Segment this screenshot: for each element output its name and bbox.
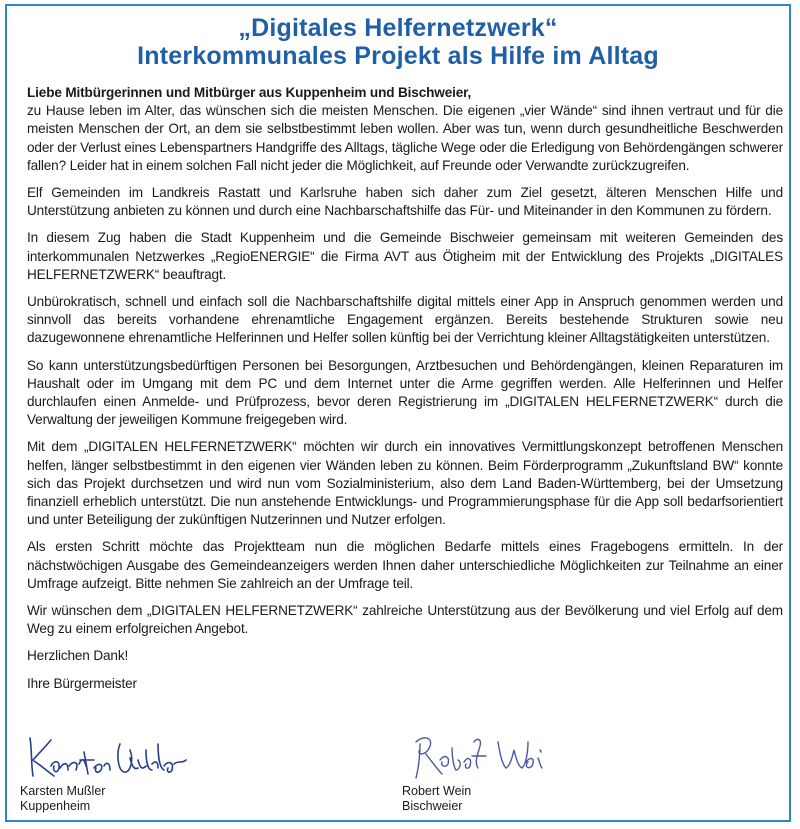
signoff: Ihre Bürgermeister — [27, 675, 137, 691]
closing: Herzlichen Dank! — [27, 648, 129, 664]
paragraph-1-text: zu Hause leben im Alter, das wünschen sich die meisten Menschen. Die eigenen „vier Wände“ sind ihnen vertraut und für die meisten Menschen der Ort, an dem sie selbstbestimmt leben wollen. Aber was tun, wenn durch gesundheitliche Beschwerden oder der Verlust eines Lebenspartners Handgriffe des Alltags, tägliche Wege oder die Erledigung von Behördengängen schwerer fallen? Leider hat in einem solchen Fall nicht jeder die Möglichkeit, auf Freunde oder Verwandte zurückzugreifen. — [27, 103, 783, 173]
signature-area — [20, 730, 776, 813]
paragraph-2: Elf Gemeinden im Landkreis Rastatt und Karlsruhe haben sich daher zum Ziel gesetzt, älteren Menschen Hilfe und Unterstützung anbieten zu können und durch eine Nachbarschaftshilfe das Für- und Miteinander in den Kommunen zu fördern. — [27, 185, 783, 219]
paragraph-5: So kann unterstützungsbedürftigen Personen bei Besorgungen, Arztbesuchen und Behördengängen, kleinen Reparaturen im Haushalt oder im Umgang mit dem PC und dem Internet unter die Arme gegriffen werden. Alle Helferinnen und Helfer durchlaufen einen Anmelde- und Prüfprozess, bevor deren Registrierung im „DIGITALEN HELFERNETZWERK“ durch die Verwaltung der jeweiligen Kommune freigegeben wird. — [27, 357, 783, 428]
signatory-left-name: Karsten Mußler — [20, 784, 106, 798]
signatory-right-name: Robert Wein — [402, 784, 472, 798]
signature-wein — [406, 728, 556, 783]
paragraph-intro — [27, 84, 783, 175]
salutation: Liebe Mitbürgerinnen und Mitbürger aus Kuppenheim und Bischweier, — [27, 85, 472, 100]
signatory-left-place: Kuppenheim — [20, 799, 91, 813]
paragraph-6: Mit dem „DIGITALEN HELFERNETZWERK“ möchten wir durch ein innovatives Vermittlungskonzept betroffenen Menschen helfen, länger selbstbestimmt in den eigenen vier Wänden leben zu können. Beim Förderprogramm „Zukunftsland BW“ konnte sich das Projekt durchsetzen und wird nun vom Sozialministerium, also dem Land Baden-Württemberg, bei der Umsetzung finanziell erheblich unterstützt. Die nun anstehende Entwicklungs- und Programmierungsphase für die App soll bedarfsorientiert und unter Beteiligung der zukünftigen Nutzerinnen und Nutzer erfolgen. — [27, 439, 783, 528]
letter-body — [27, 84, 783, 702]
signatory-left — [20, 784, 105, 814]
signature-mussler — [24, 730, 194, 785]
title-line-2: Interkommunales Projekt als Hilfe im Alltag — [137, 42, 659, 70]
signatory-right-place: Bischweier — [402, 799, 463, 813]
paragraph-4: Unbürokratisch, schnell und einfach soll die Nachbarschaftshilfe digital mittels einer App in Anspruch genommen werden und sinnvoll das bereits vorhandene ehrenamtliche Engagement ergänzen. Bereits bestehende Strukturen sowie neu dazugewonnene ehrenamtliche Helferinnen und Helfer sollen künftig bei der Verrichtung kleiner Alltagstätigkeiten unterstützen. — [27, 294, 783, 346]
paragraph-7: Als ersten Schritt möchte das Projektteam nun die möglichen Bedarfe mittels eines Fragebogens ermitteln. In der nächstwöchigen Ausgabe des Gemeindeanzeigers werden Ihnen daher unterschiedliche Möglichkeiten zur Teilnahme an einer Umfrage aufzeigt. Bitte nehmen Sie zahlreich an der Umfrage teil. — [27, 539, 783, 591]
signatory-right — [402, 784, 471, 814]
paragraph-3: In diesem Zug haben die Stadt Kuppenheim und die Gemeinde Bischweier gemeinsam mit weiteren Gemeinden des interkommunalen Netzwerkes „RegioENERGIE“ die Firma AVT aus Ötigheim mit der Entwicklung des Projekts „DIGITALES HELFERNETZWERK“ beauftragt. — [27, 230, 783, 282]
paragraph-8: Wir wünschen dem „DIGITALEN HELFERNETZWERK“ zahlreiche Unterstützung aus der Bevölkerung und viel Erfolg auf dem Weg zu einem erfolgreichen Angebot. — [27, 603, 783, 637]
announcement-frame — [5, 4, 791, 822]
title-line-1: „Digitales Helfernetzwerk“ — [238, 14, 558, 42]
